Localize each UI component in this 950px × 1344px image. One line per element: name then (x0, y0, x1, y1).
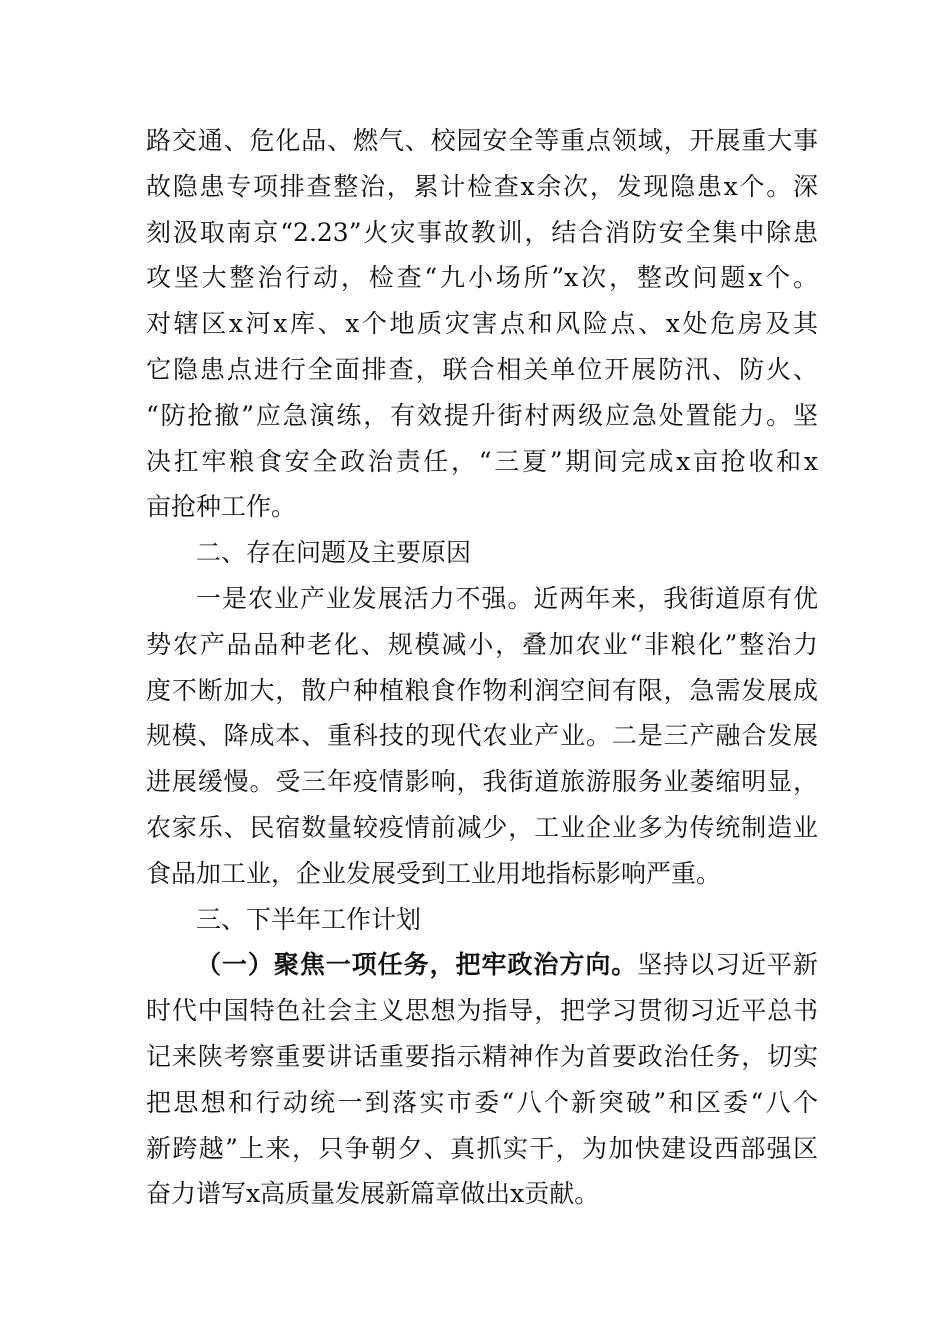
body-line: 新跨越”上来，只争朝夕、真抓实干，为加快建设西部强区 (146, 1133, 818, 1163)
body-line: 攻坚大整治行动，检查“九小场所”x次，整改问题x个。 (146, 263, 818, 293)
body-line: 一是农业产业发展活力不强。近两年来，我街道原有优 (196, 583, 818, 613)
body-line: 食品加工业，企业发展受到工业用地指标影响严重。 (146, 858, 722, 888)
body-line: 势农产品品种老化、规模减小，叠加农业“非粮化”整治力 (146, 629, 818, 659)
body-line: 把思想和行动统一到落实市委“八个新突破”和区委“八个 (146, 1087, 818, 1117)
section-heading-problems: 二、存在问题及主要原因 (196, 538, 472, 568)
subsection-title: （一）聚焦一项任务，把牢政治方向。 (196, 950, 638, 980)
body-line: 度不断加大，散户种植粮食作物利润空间有限，急需发展成 (146, 675, 818, 705)
body-line: 故隐患专项排查整治，累计检查x余次，发现隐患x个。深 (146, 171, 818, 201)
body-line: 路交通、危化品、燃气、校园安全等重点领域，开展重大事 (146, 126, 818, 155)
body-line: 奋力谱写x高质量发展新篇章做出x贡献。 (146, 1179, 600, 1209)
body-line: “防抢撤”应急演练，有效提升街村两级应急处置能力。坚 (146, 400, 818, 430)
body-line: 规模、降成本、重科技的现代农业产业。二是三产融合发展 (146, 721, 818, 751)
body-line (146, 942, 818, 988)
body-line: 进展缓慢。受三年疫情影响，我街道旅游服务业萎缩明显， (146, 767, 818, 797)
section-heading-plan: 三、下半年工作计划 (196, 904, 422, 934)
body-line: 它隐患点进行全面排查，联合相关单位开展防汛、防火、 (146, 354, 818, 384)
subsection-text: 坚持以习近平新 (637, 950, 818, 980)
body-line: 对辖区x河x库、x个地质灾害点和风险点、x处危房及其 (146, 309, 818, 339)
body-line: 刻汲取南京“2.23”火灾事故教训，结合消防安全集中除患 (146, 217, 818, 247)
body-line: 时代中国特色社会主义思想为指导，把学习贯彻习近平总书 (146, 996, 818, 1026)
body-line: 决扛牢粮食安全政治责任，“三夏”期间完成x亩抢收和x (146, 446, 818, 476)
document-body (146, 118, 818, 1217)
body-line: 亩抢种工作。 (146, 492, 297, 522)
body-line: 记来陕考察重要讲话重要指示精神作为首要政治任务，切实 (146, 1041, 818, 1071)
body-line: 农家乐、民宿数量较疫情前减少，工业企业多为传统制造业 (146, 812, 818, 842)
